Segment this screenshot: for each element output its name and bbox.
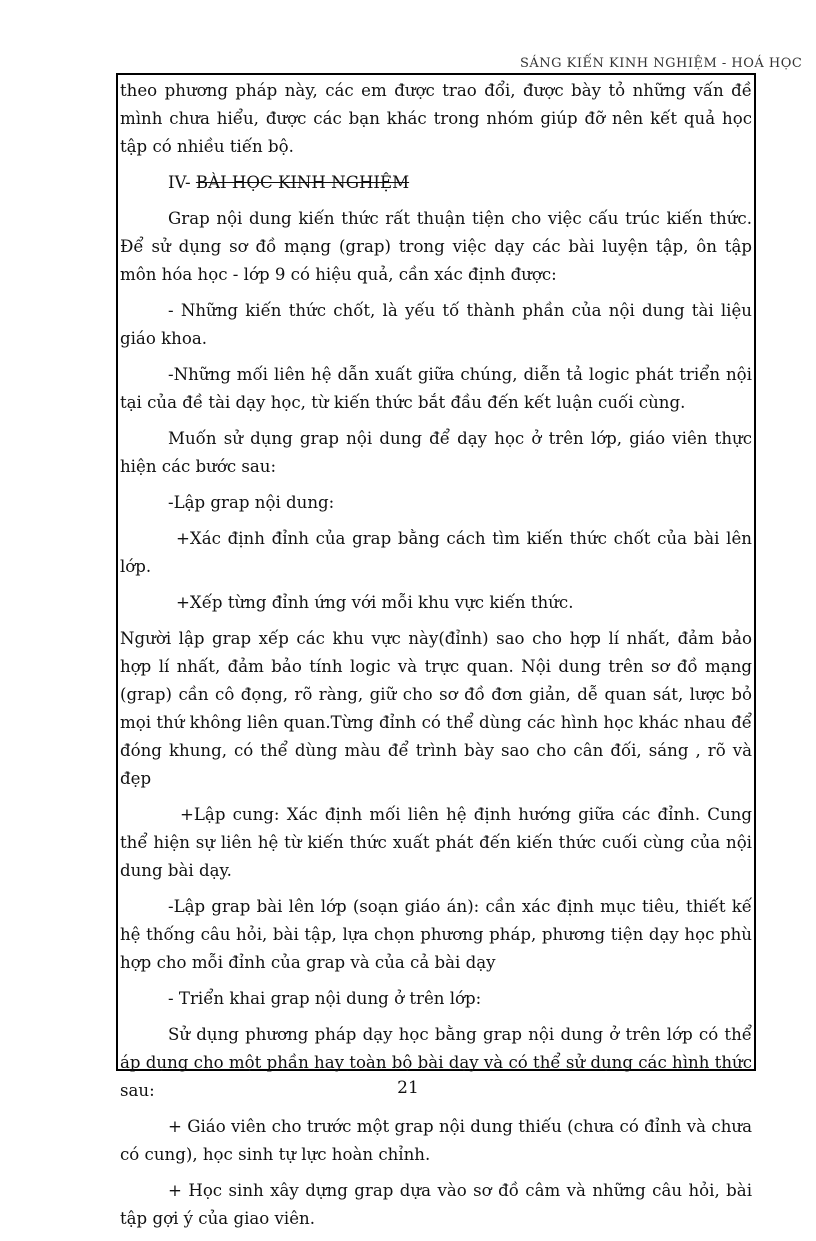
paragraph-relations: -Những mối liên hệ dẫn xuất giữa chúng, diễn tả logic phát triển nội tại của đề tài dạy học, từ kiến thức bắt đầu đến kết luận cuối cùng. xyxy=(120,365,752,412)
page-number: 21 xyxy=(397,1078,419,1098)
paragraph-steps-intro: Muốn sử dụng grap nội dung để dạy học ở trên lớp, giáo viên thực hiện các bước sau: xyxy=(120,429,752,476)
running-header-text: SÁNG KIẾN KINH NGHIỆM - HOÁ HỌC xyxy=(520,56,803,71)
paragraph-continuation: theo phương pháp này, các em được trao đổi, được bày tỏ những vấn đề mình chưa hiểu, được các bạn khác trong nhóm giúp đỡ nên kết quả học tập có nhiều tiến bộ. xyxy=(120,81,752,156)
paragraph-usage-forms: Sử dụng phương pháp dạy học bằng grap nội dung ở trên lớp có thể áp dụng cho một phần hay toàn bộ bài dạy và có thể sử dụng các hình thức sau: xyxy=(120,1025,752,1100)
paragraph-lesson-plan: -Lập grap bài lên lớp (soạn giáo án): cần xác định mục tiêu, thiết kế hệ thống câu hỏi, bài tập, lựa chọn phương pháp, phương tiện dạy học phù hợp cho mỗi đỉnh của grap và của cả bài dạy xyxy=(120,897,752,972)
section-heading xyxy=(120,169,752,197)
paragraph-deploy: - Triển khai grap nội dung ở trên lớp: xyxy=(168,989,482,1008)
section-number: IV- xyxy=(168,173,196,192)
running-header xyxy=(520,52,803,71)
paragraph-key-knowledge: - Những kiến thức chốt, là yếu tố thành phần của nội dung tài liệu giáo khoa. xyxy=(120,301,752,348)
page-body xyxy=(120,77,752,1241)
paragraph-arrangement-details: Người lập grap xếp các khu vực này(đỉnh) sao cho hợp lí nhất, đảm bảo hợp lí nhất, đảm bảo tính logic và trực quan. Nội dung trên sơ đồ mạng (grap) cần cô đọng, rõ ràng, giữ cho sơ đồ đơn giản, dễ quan sát, lược bỏ mọi thứ không liên quan.Từng đỉnh có thể dùng các hình học khác nhau để đóng khung, có thể dùng màu để trình bày sao cho cân đối, sáng , rõ và đẹp xyxy=(120,629,752,788)
paragraph-build-arcs: +Lập cung: Xác định mối liên hệ định hướng giữa các đỉnh. Cung thể hiện sự liên hệ từ kiến thức xuất phát đến kiến thức cuối cùng của nội dung bài dạy. xyxy=(120,805,752,880)
paragraph-define-vertices: +Xác định đỉnh của grap bằng cách tìm kiến thức chốt của bài lên lớp. xyxy=(120,529,752,576)
paragraph-grap-intro: Grap nội dung kiến thức rất thuận tiện cho việc cấu trúc kiến thức. Để sử dụng sơ đồ mạng (grap) trong việc dạy các bài luyện tập, ôn tập môn hóa học - lớp 9 có hiệu quả, cần xác định được: xyxy=(120,209,752,284)
section-title: BÀI HỌC KINH NGHIỆM xyxy=(195,173,410,192)
paragraph-form-student: + Học sinh xây dựng grap dựa vào sơ đồ câm và những câu hỏi, bài tập gợi ý của giao viên. xyxy=(120,1181,752,1228)
paragraph-form-teacher: + Giáo viên cho trước một grap nội dung thiếu (chưa có đỉnh và chưa có cung), học sinh tự lực hoàn chỉnh. xyxy=(120,1117,752,1164)
paragraph-step-build-grap: -Lập grap nội dung: xyxy=(168,493,335,512)
paragraph-arrange-vertices: +Xếp từng đỉnh ứng với mỗi khu vực kiến thức. xyxy=(176,593,574,612)
